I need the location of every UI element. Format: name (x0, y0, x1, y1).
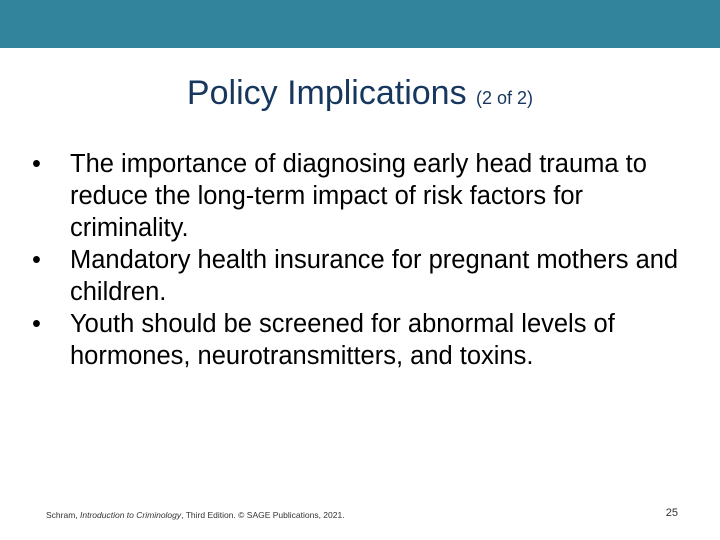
bullet-list (32, 148, 692, 372)
footer-rest: , Third Edition. © SAGE Publications, 2021. (181, 510, 345, 520)
bullet-text: The importance of diagnosing early head trauma to reduce the long-term impact of risk factors for criminality. (70, 150, 647, 242)
slide-title (0, 74, 720, 113)
footer-citation (46, 510, 345, 520)
title-subtitle: (2 of 2) (476, 88, 534, 108)
header-band (0, 0, 720, 48)
bullet-marker: • (32, 150, 41, 178)
footer-book-title: Introduction to Criminology (80, 510, 182, 520)
title-main: Policy Implications (186, 74, 467, 112)
bullet-item (32, 148, 692, 244)
bullet-marker: • (32, 310, 41, 338)
bullet-item (32, 244, 692, 308)
bullet-text: Youth should be screened for abnormal levels of hormones, neurotransmitters, and toxins. (70, 310, 615, 370)
page-number: 25 (665, 507, 678, 519)
bullet-marker: • (32, 246, 41, 274)
footer-author: Schram, (46, 510, 78, 520)
bullet-text: Mandatory health insurance for pregnant mothers and children. (70, 246, 679, 306)
bullet-item (32, 308, 692, 372)
